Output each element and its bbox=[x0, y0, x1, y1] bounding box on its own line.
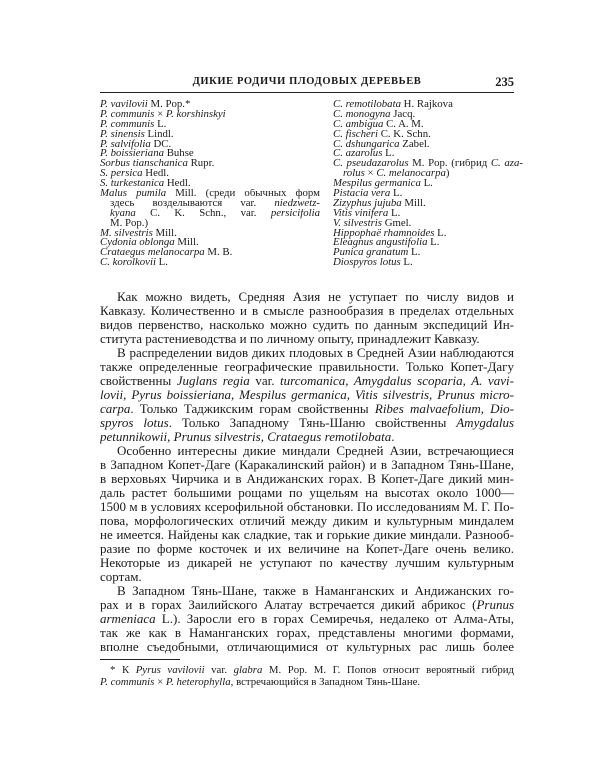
italic-text: armeniaca bbox=[100, 612, 156, 626]
italic-text: carpa bbox=[100, 402, 131, 416]
text: ститута растениеводства и по личному опыту, принадлежит Кавказу. bbox=[100, 332, 480, 346]
body-line bbox=[100, 640, 514, 654]
text: . bbox=[391, 430, 395, 444]
italic-text: P. korshinskyi bbox=[165, 107, 226, 120]
body-line bbox=[100, 318, 514, 332]
body-line bbox=[100, 332, 514, 346]
italic-text: P. communis bbox=[100, 107, 155, 120]
italic-text: M. silvestris bbox=[100, 226, 153, 239]
text: В Западном Тянь-Шане, также в Наманганских и Андижанских го- bbox=[117, 584, 514, 598]
text: видов первенство, насколько можно судить по данным экспедиций Ин- bbox=[100, 318, 514, 332]
text: Hedl. bbox=[142, 167, 169, 180]
italic-text: V. silvestris bbox=[333, 216, 382, 229]
body-line bbox=[100, 500, 514, 514]
species-list-item bbox=[100, 189, 320, 199]
body-line bbox=[100, 570, 514, 584]
text: не имеется. Найдены как сладкие, так и горькие дикие миндали. Разнооб- bbox=[100, 528, 514, 542]
body-line bbox=[100, 430, 514, 444]
italic-text: P. sinensis bbox=[100, 127, 145, 140]
italic-text: lovii, Pyrus boissieriana, Mespilus germanica, Vitis silvestris, Prunus micro- bbox=[100, 388, 514, 402]
text: × bbox=[364, 167, 377, 180]
page-number: 235 bbox=[495, 75, 514, 89]
text: Mill. bbox=[152, 226, 177, 239]
italic-text: S. turkestanica bbox=[100, 177, 165, 190]
species-list-left-column bbox=[100, 100, 320, 268]
text: Lindl. bbox=[144, 127, 174, 140]
text: Mill. (среди обычных форм bbox=[166, 189, 320, 199]
italic-text: C. pseudazarolus bbox=[333, 159, 409, 170]
italic-text: Eleagnus angustifolia bbox=[333, 236, 428, 249]
italic-text: C. melanocarpa bbox=[376, 167, 446, 180]
text: M. Pop. М. Г. Попов относит вероятный гибрид bbox=[262, 664, 514, 676]
italic-text: niedzwetz- bbox=[274, 198, 320, 209]
body-line bbox=[100, 360, 514, 374]
italic-text: Prunus bbox=[476, 598, 514, 612]
text: × bbox=[154, 107, 166, 120]
running-header-title: ДИКИЕ РОДИЧИ ПЛОДОВЫХ ДЕРЕВЬЕВ bbox=[192, 76, 422, 87]
text: L. bbox=[390, 187, 403, 200]
species-list-item bbox=[333, 149, 523, 159]
text: Buhse bbox=[164, 147, 194, 160]
body-line bbox=[100, 584, 514, 598]
text: M. Pop. (гибрид bbox=[408, 159, 491, 170]
italic-text: P. salvifolia bbox=[100, 137, 151, 150]
text: свойственны bbox=[100, 374, 177, 388]
species-list-item bbox=[100, 179, 320, 189]
text: × bbox=[154, 676, 166, 688]
body-text bbox=[100, 290, 514, 654]
text: C. A. M. bbox=[383, 117, 424, 130]
footnote-line bbox=[100, 664, 514, 676]
footnote bbox=[100, 664, 514, 688]
text: * К bbox=[110, 664, 136, 676]
italic-text: Pistacia vera bbox=[333, 187, 391, 200]
text: в Западном Копет-Даге (Каракалинский район) и в Западном Тянь-Шане, bbox=[100, 458, 514, 472]
text: L. bbox=[382, 147, 395, 160]
body-line bbox=[100, 598, 514, 612]
species-list-item bbox=[333, 258, 523, 268]
italic-text: Crataegus melanocarpa bbox=[100, 246, 205, 259]
body-line bbox=[100, 444, 514, 458]
text: 1500 м в условиях ксерофильной обстановки. По исследованиям М. Г. По- bbox=[100, 500, 514, 514]
text: Как можно видеть, Средняя Азия не уступает по числу видов и bbox=[117, 290, 514, 304]
body-line bbox=[100, 374, 514, 388]
text: L.). Заросли его в горах Семиречья, недалеко от Алма-Аты, bbox=[155, 612, 514, 626]
species-list-right-column bbox=[333, 100, 523, 268]
italic-text: Mespilus germanica bbox=[333, 177, 421, 190]
text: L. bbox=[427, 236, 440, 249]
text: Jacq. bbox=[390, 107, 416, 120]
italic-text: P. heterophylla bbox=[165, 676, 231, 688]
italic-text: Zizyphus jujuba bbox=[333, 196, 402, 209]
text: Некоторые из дикарей не уступают по качеству лучшим культурным bbox=[100, 556, 514, 570]
text: Hedl. bbox=[164, 177, 191, 190]
body-line bbox=[100, 388, 514, 402]
text: M. Pop.* bbox=[147, 98, 191, 110]
body-line bbox=[100, 528, 514, 542]
body-line bbox=[100, 402, 514, 416]
italic-text: C. korolkovii bbox=[100, 256, 156, 269]
italic-text: turcomanica, Amygdalus scoparia, A. vavi- bbox=[280, 374, 514, 388]
text: var. bbox=[249, 374, 281, 388]
text: L. bbox=[155, 256, 168, 269]
italic-text: P. boissieriana bbox=[100, 147, 164, 160]
text: . Только Западному Тянь-Шаню свойственны bbox=[168, 416, 457, 430]
italic-text: C. remotilobata bbox=[333, 98, 401, 110]
body-line bbox=[100, 346, 514, 360]
italic-text: kyana bbox=[110, 208, 136, 219]
body-line bbox=[100, 612, 514, 626]
italic-text: P. communis bbox=[100, 676, 155, 688]
text: H. Rajkova bbox=[400, 98, 453, 110]
text: M. B. bbox=[204, 246, 233, 259]
italic-text: C. monogyna bbox=[333, 107, 391, 120]
body-line bbox=[100, 304, 514, 318]
text: Mill. bbox=[401, 196, 426, 209]
italic-text: P. communis bbox=[100, 117, 155, 130]
italic-text: spyros lotus bbox=[100, 416, 169, 430]
italic-text: C. ambigua bbox=[333, 117, 384, 130]
italic-text: glabra bbox=[233, 664, 263, 676]
text: также определенные географические правильности. Только Копет-Дагу bbox=[100, 360, 514, 374]
italic-text: Pyrus vavilovii bbox=[135, 664, 205, 676]
text: var. bbox=[204, 664, 234, 676]
body-line bbox=[100, 416, 514, 430]
text: вполне съедобными, отличающимися от культурных рас лишь более bbox=[100, 640, 514, 654]
footnote-rule bbox=[100, 659, 180, 660]
body-line bbox=[100, 542, 514, 556]
body-line bbox=[100, 486, 514, 500]
text: Кавказу. Количественно и в смысле разнообразия в пределах отдельных bbox=[100, 304, 514, 318]
text: В распределении видов диких плодовых в Средней Азии наблюдаются bbox=[117, 346, 514, 360]
italic-text: Malus pumila bbox=[100, 189, 167, 199]
text: Rupr. bbox=[187, 157, 215, 170]
text: , встречающийся в Западном Тянь-Шане. bbox=[230, 676, 421, 688]
italic-text: P. vavilovii bbox=[100, 98, 148, 110]
text: здесь возделываются var. bbox=[110, 198, 275, 209]
italic-text: C. azarolus bbox=[333, 147, 383, 160]
text: Zabel. bbox=[399, 137, 430, 150]
text: L. bbox=[420, 177, 433, 190]
body-line bbox=[100, 556, 514, 570]
body-line bbox=[100, 472, 514, 486]
italic-text: C. aza- bbox=[490, 159, 523, 170]
text: . Только Таджикским горам свойственны bbox=[130, 402, 375, 416]
text: L. bbox=[154, 117, 167, 130]
body-line bbox=[100, 458, 514, 472]
text: L. bbox=[388, 206, 401, 219]
italic-text: S. persica bbox=[100, 167, 143, 180]
text: так же как в Наманганских горах, представлены многими формами, bbox=[100, 626, 514, 640]
text: DC. bbox=[150, 137, 172, 150]
text: C. K. Schn., var. bbox=[135, 208, 271, 219]
italic-text: rolus bbox=[343, 167, 365, 180]
text: рах и в горах Заилийского Алатау встречается дикий абрикос ( bbox=[100, 598, 477, 612]
header-rule bbox=[100, 92, 514, 93]
text: C. K. Schn. bbox=[378, 127, 431, 140]
body-line bbox=[100, 290, 514, 304]
italic-text: C. fischeri bbox=[333, 127, 378, 140]
text: L. bbox=[408, 246, 421, 259]
italic-text: persicifolia bbox=[270, 208, 320, 219]
text: в верховьях Чирчика и в Андижанских горах. В Копет-Даге дикий мин- bbox=[100, 472, 514, 486]
text: L. bbox=[434, 226, 447, 239]
text: Особенно интересны дикие миндали Средней Азии, встречающиеся bbox=[117, 444, 514, 458]
italic-text: Diospyros lotus bbox=[333, 256, 401, 269]
body-line bbox=[100, 626, 514, 640]
italic-text: C. dshungarica bbox=[333, 137, 400, 150]
species-list-item bbox=[100, 199, 320, 209]
text: сортам. bbox=[100, 570, 142, 584]
italic-text: Cydonia oblonga bbox=[100, 236, 175, 249]
species-list-item bbox=[100, 258, 320, 268]
text: ) bbox=[445, 167, 450, 180]
italic-text: Vitis vinifera bbox=[333, 206, 389, 219]
text: L. bbox=[400, 256, 413, 269]
body-line bbox=[100, 514, 514, 528]
italic-text: Amygdalus bbox=[456, 416, 514, 430]
text: Gmel. bbox=[382, 216, 412, 229]
italic-text: Hippophaë rhamnoides bbox=[333, 226, 435, 239]
text: пова, морфологических отличий между диким и культурным миндалем bbox=[100, 514, 514, 528]
italic-text: Punica granatum bbox=[333, 246, 409, 259]
italic-text: Sorbus tianschanica bbox=[100, 157, 188, 170]
running-header bbox=[100, 75, 514, 91]
text: Mill. bbox=[174, 236, 199, 249]
text: разие по форме косточек и их величине на Копет-Даге очень велико. bbox=[100, 542, 514, 556]
italic-text: petunnikowii, Prunus silvestris, Crataegus remotilobata bbox=[100, 430, 392, 444]
text: даль растет большими рощами по ущельям на высотах около 1000— bbox=[100, 486, 514, 500]
italic-text: Ribes malvaefolium, Dio- bbox=[374, 402, 514, 416]
footnote-line bbox=[100, 676, 514, 688]
text: M. Pop.) bbox=[110, 216, 149, 229]
italic-text: Juglans regia bbox=[176, 374, 250, 388]
